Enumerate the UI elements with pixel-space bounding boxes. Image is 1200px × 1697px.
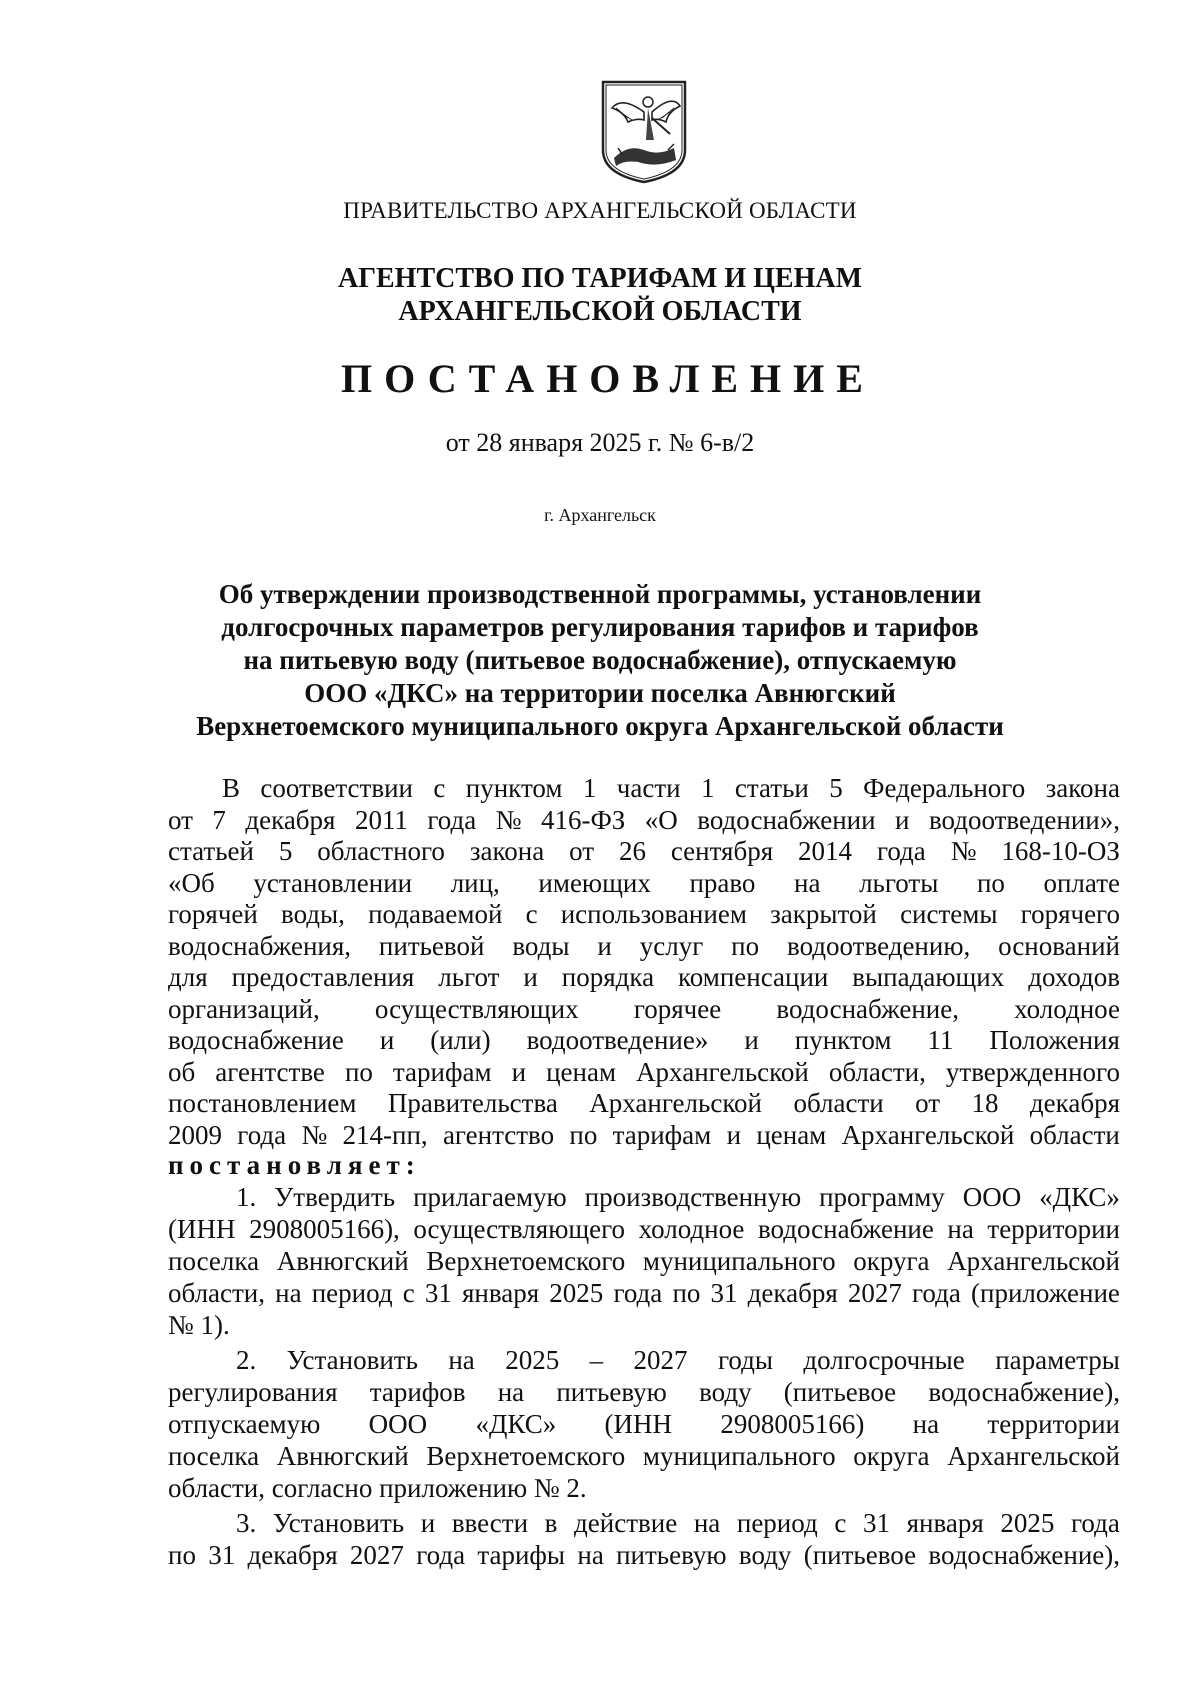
body-word: Установить	[286, 1345, 418, 1375]
body-word: Архангельской	[947, 1441, 1120, 1471]
body-word: года	[427, 805, 477, 835]
body-word: поселка	[168, 1441, 260, 1471]
body-word: действие	[574, 1508, 678, 1538]
body-word: Архангельской	[947, 1246, 1120, 1276]
body-line	[168, 804, 1120, 836]
body-word: пунктом	[794, 1025, 892, 1055]
body-word: 2025	[505, 1345, 560, 1375]
body-line	[168, 1056, 1120, 1088]
body-word: воду	[699, 1377, 752, 1407]
body-line	[168, 930, 1120, 962]
body-word: 2014	[798, 836, 853, 866]
body-word: горячей	[168, 899, 258, 929]
body-word: закона	[469, 836, 545, 866]
body-word: с	[525, 899, 538, 929]
body-word: тарифов	[369, 1377, 466, 1407]
body-word: от	[569, 836, 595, 866]
body-word: водоотведении»,	[928, 805, 1120, 835]
body-word: и	[379, 1025, 395, 1055]
body-word: на	[947, 1214, 974, 1244]
body-line	[168, 993, 1120, 1025]
body-line	[168, 898, 1120, 930]
body-word: Архангельской	[589, 1088, 763, 1118]
body-word: и	[895, 805, 910, 835]
body-word: питьевую	[556, 1377, 667, 1407]
body-word: 31	[862, 1508, 890, 1538]
body-word: 2908005166)	[720, 1409, 865, 1439]
body-word: для	[168, 962, 208, 992]
body-word: «ДКС»	[475, 1409, 557, 1439]
item-2-line	[168, 1408, 1120, 1440]
body-word: ценам	[756, 1120, 827, 1150]
body-word: льгот	[438, 962, 500, 992]
body-word: постановлением	[168, 1088, 357, 1118]
body-word: (питьевое	[783, 1377, 897, 1407]
body-word: отпускаемую	[168, 1409, 321, 1439]
body-word: «Об	[168, 868, 215, 898]
body-word: областного	[317, 836, 445, 866]
body-word: осуществляющего	[413, 1214, 626, 1244]
body-word: период	[736, 1508, 818, 1538]
item-1-line	[168, 1277, 1120, 1309]
body-word: области,	[828, 1057, 926, 1087]
body-word: 2027	[633, 1345, 688, 1375]
document-city: г. Архангельск	[544, 505, 656, 525]
body-word: и	[597, 931, 612, 961]
body-word: территории	[987, 1214, 1120, 1244]
body-word: ООО	[368, 1409, 428, 1439]
body-word: питьевой	[378, 931, 485, 961]
body-word: Авнюгский	[276, 1441, 409, 1471]
body-word: право	[689, 868, 756, 898]
subject-line: ООО «ДКС» на территории поселка Авнюгский	[304, 678, 896, 708]
agency-name-line: АГЕНТСТВО ПО ТАРИФАМ И ЦЕНАМ	[337, 263, 863, 294]
item-2-line	[168, 1376, 1120, 1408]
body-line	[168, 1087, 1120, 1119]
body-word: холодное	[638, 1214, 745, 1244]
subject-line: Верхнетоемского муниципального округа Архангельской области	[196, 711, 1004, 741]
body-word: №	[495, 805, 522, 835]
body-word: на	[577, 1540, 604, 1570]
body-word: тарифам	[392, 1057, 492, 1087]
body-word: 1	[700, 773, 715, 803]
body-word: водоотведению,	[787, 931, 971, 961]
body-word: организаций,	[168, 994, 320, 1024]
body-word: поселка	[168, 1246, 260, 1276]
body-word: на	[448, 1345, 475, 1375]
body-word: программу	[819, 1182, 945, 1212]
body-word: услуг	[639, 931, 704, 961]
body-word: закона	[1045, 773, 1120, 803]
body-word: 3.	[236, 1508, 257, 1538]
body-word: от	[168, 805, 193, 835]
body-word: сентября	[670, 836, 774, 866]
body-word: Правительства	[387, 1088, 558, 1118]
body-word: по	[976, 868, 1005, 898]
body-word: оснований	[998, 931, 1120, 961]
body-word: Архангельской	[841, 1120, 1015, 1150]
body-word: января	[461, 1278, 540, 1308]
body-word: области	[793, 1088, 884, 1118]
item-3-line	[168, 1539, 1120, 1571]
body-word: ООО	[962, 1182, 1022, 1212]
body-word: 5	[278, 836, 293, 866]
body-word: закрытой	[770, 899, 877, 929]
body-word: от	[915, 1088, 941, 1118]
body-word: 31	[710, 1278, 738, 1308]
body-word: 2027	[349, 1540, 404, 1570]
body-word: на	[275, 1278, 302, 1308]
body-word: 2908005166),	[249, 1214, 400, 1244]
body-word: производственную	[584, 1182, 802, 1212]
body-word: Авнюгский	[276, 1246, 409, 1276]
body-word: холодное	[1014, 994, 1120, 1024]
document-subject	[0, 578, 1200, 743]
body-word: муниципального	[642, 1246, 836, 1276]
body-word: лиц,	[450, 868, 500, 898]
body-word: округа	[853, 1441, 930, 1471]
body-word: Верхнетоемского	[426, 1246, 626, 1276]
subject-line: Об утверждении производственной программы, установлении	[218, 579, 982, 609]
body-word: с	[834, 1508, 847, 1538]
body-word: года	[1071, 1508, 1120, 1538]
body-word: 26	[618, 836, 646, 866]
body-word: по	[672, 1278, 701, 1308]
body-word: водоснабжении	[697, 805, 876, 835]
item-1-line	[236, 1181, 1120, 1213]
body-word: января	[906, 1508, 984, 1538]
body-word: года	[912, 1278, 961, 1308]
body-line	[222, 772, 1120, 804]
body-word: прилагаемую	[413, 1182, 567, 1212]
decree-word: постановляет:	[168, 1150, 421, 1180]
body-word: с	[433, 773, 446, 803]
body-word: агентство	[442, 1120, 555, 1150]
body-word: осуществляющих	[374, 994, 579, 1024]
body-word: и	[511, 1057, 527, 1087]
body-word: (приложение	[971, 1278, 1120, 1308]
body-word: водоснабжение),	[928, 1540, 1120, 1570]
body-word: года	[876, 836, 926, 866]
body-word: и	[420, 1508, 436, 1538]
body-word: декабря	[247, 1540, 338, 1570]
body-word: питьевую	[616, 1540, 727, 1570]
body-word: на	[912, 1409, 940, 1439]
item-1-line	[168, 1213, 1120, 1245]
item-1-last-line: № 1).	[168, 1310, 230, 1340]
body-word: декабря	[1029, 1088, 1120, 1118]
body-word: водоснабжение	[757, 1214, 934, 1244]
body-word: горячее	[633, 994, 722, 1024]
body-word: области,	[168, 1278, 266, 1308]
body-word: использованием	[560, 899, 747, 929]
subject-line: на питьевую воду (питьевое водоснабжение), отпускаемую	[243, 645, 957, 675]
body-word: 2025	[549, 1278, 604, 1308]
document-type: ПОСТАНОВЛЕНИЕ	[341, 356, 875, 401]
archangel-coat-of-arms-icon	[598, 78, 690, 186]
body-word: водоснабжения,	[168, 931, 352, 961]
body-line	[168, 1024, 1120, 1056]
body-word: (питьевое	[803, 1540, 917, 1570]
body-word: годы	[717, 1345, 773, 1375]
body-word: 31	[424, 1278, 452, 1308]
body-word: Установить	[272, 1508, 405, 1538]
body-word: долгосрочные	[803, 1345, 965, 1375]
item-3-line	[236, 1507, 1120, 1539]
body-word: статьи	[734, 773, 809, 803]
body-word: параметры	[995, 1345, 1120, 1375]
body-word: декабря	[245, 805, 336, 835]
body-word: года	[613, 1278, 663, 1308]
body-word: водоснабжение),	[928, 1377, 1120, 1407]
item-1-line	[168, 1245, 1120, 1277]
body-word: имеющих	[538, 868, 651, 898]
body-word: В	[222, 773, 241, 803]
body-word: области	[1029, 1120, 1120, 1150]
body-word: «ДКС»	[1039, 1182, 1120, 1212]
body-word: и	[744, 1025, 759, 1055]
body-word: с	[402, 1278, 415, 1308]
agency-name-line: АРХАНГЕЛЬСКОЙ ОБЛАСТИ	[398, 296, 802, 327]
government-name: ПРАВИТЕЛЬСТВО АРХАНГЕЛЬСКОЙ ОБЛАСТИ	[343, 198, 857, 223]
body-word: 2027	[847, 1278, 902, 1308]
body-word: период	[311, 1278, 393, 1308]
body-word: льготы	[859, 868, 939, 898]
body-word: муниципального	[642, 1441, 836, 1471]
body-word: Архангельской	[636, 1057, 809, 1087]
body-word: соответствии	[260, 773, 413, 803]
body-word: 416-ФЗ	[540, 805, 626, 835]
body-word: округа	[853, 1246, 930, 1276]
body-word: (ИНН	[168, 1214, 236, 1244]
body-word: Положения	[989, 1025, 1120, 1055]
body-word: 2025	[1000, 1508, 1055, 1538]
body-word: порядка	[561, 962, 655, 992]
body-word: по	[731, 931, 760, 961]
body-word: тарифы	[477, 1540, 566, 1570]
body-word: регулирования	[168, 1377, 338, 1407]
body-word: на	[794, 868, 821, 898]
body-word: 214-пп,	[342, 1120, 428, 1150]
body-word: территории	[987, 1409, 1120, 1439]
body-word: ввести	[451, 1508, 529, 1538]
body-word: 7	[212, 805, 226, 835]
body-word: выпадающих	[852, 962, 1005, 992]
body-word: (или)	[430, 1025, 491, 1055]
body-word: компенсации	[678, 962, 829, 992]
body-word: водоснабжение	[168, 1025, 344, 1055]
body-word: 18	[971, 1088, 999, 1118]
body-word: 1	[582, 773, 597, 803]
body-word: воды,	[281, 899, 345, 929]
body-word: «О	[644, 805, 678, 835]
body-word: пунктом	[465, 773, 563, 803]
body-word: и	[523, 962, 538, 992]
body-word: 2009	[168, 1120, 222, 1150]
body-word: тарифам	[612, 1120, 712, 1150]
body-word: –	[589, 1345, 604, 1375]
body-word: 31	[208, 1540, 236, 1570]
body-word: Утвердить	[274, 1182, 396, 1212]
subject-line: долгосрочных параметров регулирования тарифов и тарифов	[221, 612, 979, 642]
body-word: №	[301, 1120, 328, 1150]
body-word: предоставления	[231, 962, 415, 992]
body-word: года	[237, 1120, 287, 1150]
body-word: по	[569, 1120, 598, 1150]
item-2-line	[168, 1440, 1120, 1472]
document-date-number: от 28 января 2025 г. № 6-в/2	[445, 428, 755, 457]
body-word: на	[497, 1377, 525, 1407]
body-word: водоснабжение,	[776, 994, 959, 1024]
body-line	[168, 961, 1120, 993]
body-word: 2011	[354, 805, 408, 835]
body-word: системы	[900, 899, 998, 929]
body-word: декабря	[747, 1278, 838, 1308]
body-word: на	[693, 1508, 721, 1538]
body-word: части	[616, 773, 681, 803]
body-word: подаваемой	[368, 899, 503, 929]
body-word: 5	[829, 773, 843, 803]
body-word: ценам	[546, 1057, 617, 1087]
body-word: агентстве	[215, 1057, 325, 1087]
body-word: №	[950, 836, 977, 866]
body-word: (ИНН	[604, 1409, 673, 1439]
body-word: воду	[738, 1540, 792, 1570]
body-word: по	[168, 1540, 196, 1570]
body-word: и	[726, 1120, 742, 1150]
body-word: доходов	[1028, 962, 1120, 992]
body-word: об	[168, 1057, 196, 1087]
body-word: Верхнетоемского	[426, 1441, 626, 1471]
body-line	[168, 1119, 1120, 1151]
body-word: горячего	[1020, 899, 1120, 929]
body-word: года	[416, 1540, 466, 1570]
body-word: утвержденного	[945, 1057, 1120, 1087]
body-word: установлении	[253, 868, 413, 898]
body-word: водоотведение»	[526, 1025, 709, 1055]
body-word: Федерального	[863, 773, 1026, 803]
body-word: 168-10-ОЗ	[1001, 836, 1120, 866]
body-word: воды	[512, 931, 570, 961]
coat-of-arms-graphic	[598, 78, 690, 186]
body-word: 2.	[236, 1345, 257, 1375]
body-word: 1.	[236, 1182, 257, 1212]
body-line	[168, 835, 1120, 867]
body-word: по	[344, 1057, 373, 1087]
body-word: 11	[927, 1025, 954, 1055]
body-word: оплате	[1043, 868, 1120, 898]
body-word: в	[544, 1508, 558, 1538]
agency-name	[0, 262, 1200, 328]
item-2-last-line: области, согласно приложению № 2.	[168, 1473, 587, 1503]
item-2-line	[236, 1344, 1120, 1376]
body-line	[168, 867, 1120, 899]
body-word: статьей	[168, 836, 254, 866]
